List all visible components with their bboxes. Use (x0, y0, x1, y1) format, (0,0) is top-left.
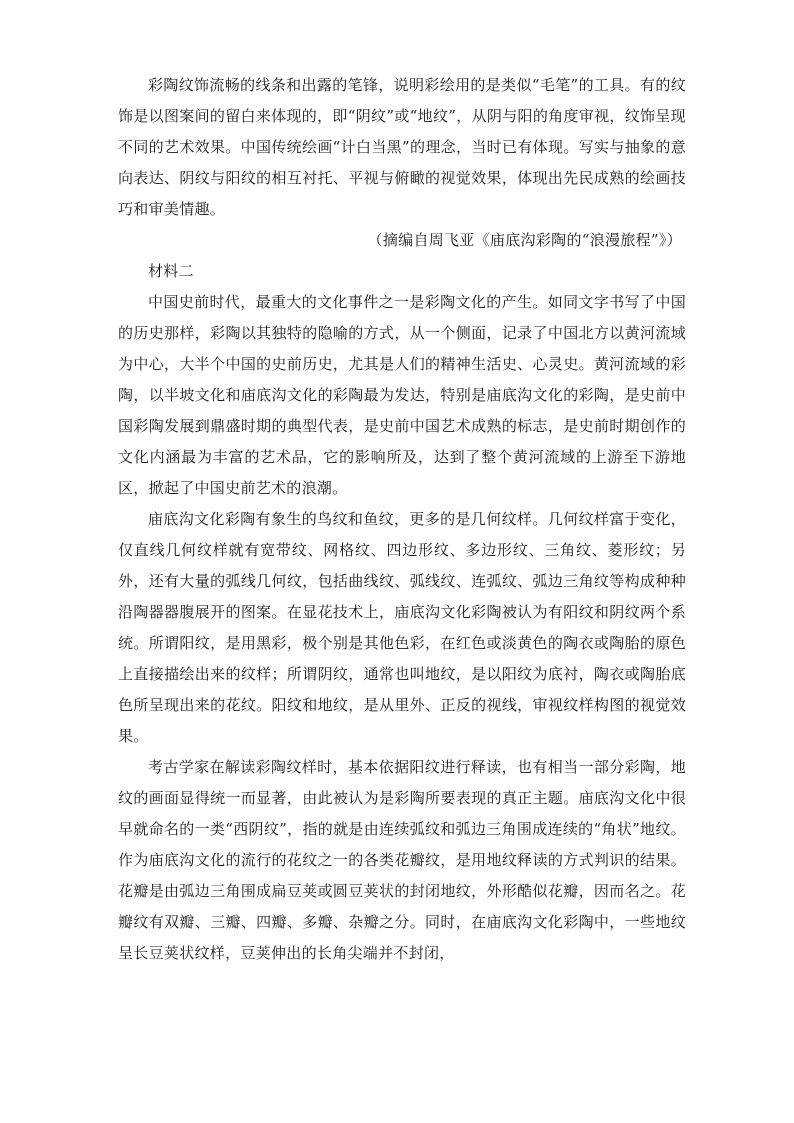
document-page (118, 70, 686, 969)
paragraph-1: 彩陶纹饰流畅的线条和出露的笔锋，说明彩绘用的是类似“毛笔”的工具。有的纹饰是以图案间的留白来体现的，即“阴纹”或“地纹”，从阴与阳的角度审视，纹饰呈现不同的艺术效果。中国传统绘画“计白当黑”的理念，当时已有体现。写实与抽象的意向表达、阴纹与阳纹的相互衬托、平视与俯瞰的视觉效果，体现出先民成熟的绘画技巧和审美情趣。 (118, 76, 686, 218)
paragraph-2: 中国史前时代，最重大的文化事件之一是彩陶文化的产生。如同文字书写了中国的历史那样，彩陶以其独特的隐喻的方式，从一个侧面，记录了中国北方以黄河流域为中心，大半个中国的史前历史，尤其是人们的精神生活史、心灵史。黄河流域的彩陶，以半坡文化和庙底沟文化的彩陶最为发达，特别是庙底沟文化的彩陶，是史前中国彩陶发展到鼎盛时期的典型代表，是史前中国艺术成熟的标志，是史前时期创作的文化内涵最为丰富的艺术品，它的影响所及，达到了整个黄河流域的上游至下游地区，掀起了中国史前艺术的浪潮。 (118, 293, 686, 497)
paragraph-3: 庙底沟文化彩陶有象生的鸟纹和鱼纹，更多的是几何纹样。几何纹样富于变化，仅直线几何纹样就有宽带纹、网格纹、四边形纹、多边形纹、三角纹、菱形纹；另外，还有大量的弧线几何纹，包括曲线纹、弧线纹、连弧纹、弧边三角纹等构成种种沿陶器器腹展开的图案。在显花技术上，庙底沟文化彩陶被认为有阳纹和阴纹两个系统。所谓阳纹，是用黑彩，极个别是其他色彩，在红色或淡黄色的陶衣或陶胎的原色上直接描绘出来的纹样；所谓阴纹，通常也叫地纹，是以阳纹为底衬，陶衣或陶胎底色所呈现出来的花纹。阳纹和地纹，是从里外、正反的视线，审视纹样构图的视觉效果。 (118, 510, 686, 745)
paragraph-4: 考古学家在解读彩陶纹样时，基本依据阳纹进行释读，也有相当一部分彩陶，地纹的画面显得统一而显著，由此被认为是彩陶所要表现的真正主题。庙底沟文化中很早就命名的一类“西阴纹”，指的就是由连续弧纹和弧边三角围成连续的“角状”地纹。作为庙底沟文化的流行的花纹之一的各类花瓣纹，是用地纹释读的方式判识的结果。花瓣是由弧边三角围成扁豆荚或圆豆荚状的封闭地纹，外形酷似花瓣，因而名之。花瓣纹有双瓣、三瓣、四瓣、多瓣、杂瓣之分。同时，在庙底沟文化彩陶中，一些地纹呈长豆荚状纹样，豆荚伸出的长角尖端并不封闭， (118, 758, 686, 962)
section-title: 材料二 (148, 262, 194, 280)
source-citation: （摘编自周飞亚《庙底沟彩陶的“浪漫旅程”》） (367, 231, 682, 249)
